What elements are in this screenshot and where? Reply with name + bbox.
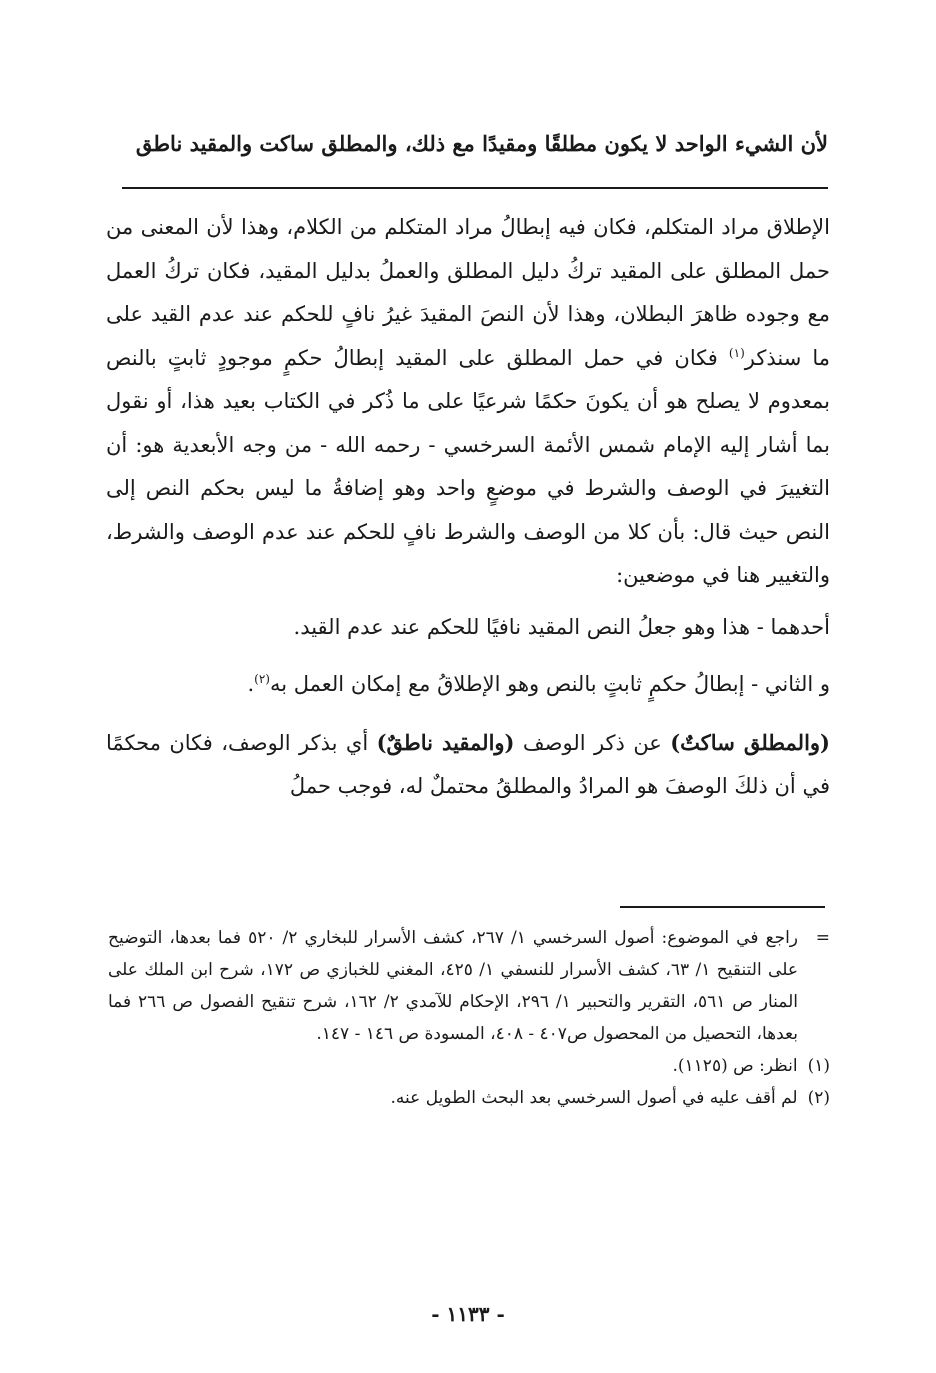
paragraph-1 bbox=[106, 206, 830, 598]
quoted-text-mutlaq: (والمطلق ساكتٌ) bbox=[670, 729, 830, 755]
list-item-second bbox=[106, 663, 830, 707]
footnote-2-number: (٢) bbox=[807, 1088, 830, 1108]
quoted-text-muqayyad: (والمقيد ناطقٌ) bbox=[376, 729, 515, 755]
footnote-2 bbox=[108, 1082, 830, 1114]
running-header: لأن الشيء الواحد لا يكون مطلقًا ومقيدًا مع ذلك، والمطلق ساكت والمقيد ناطق bbox=[135, 131, 828, 156]
footnote-2-text: لم أقف عليه في أصول السرخسي بعد البحث الطويل عنه. bbox=[390, 1088, 798, 1108]
footnote-divider bbox=[620, 906, 825, 908]
footnote-ref-1[interactable]: (١) bbox=[728, 345, 745, 360]
footnote-1-text: انظر: ص (١١٢٥). bbox=[672, 1056, 798, 1076]
list-item-second-end: . bbox=[247, 672, 255, 696]
footnote-1-number: (١) bbox=[807, 1056, 830, 1076]
main-text bbox=[106, 206, 830, 809]
footnote-1 bbox=[108, 1050, 830, 1082]
paragraph-1-text: الإطلاق مراد المتكلم، فكان فيه إبطالُ مراد المتكلم من الكلام، وهذا لأن المعنى من حمل المطلق على المقيد تركُ دليل المطلق والعملُ بدليل المقيد، فكان تركُ العمل مع وجوده ظاهرَ البطلان، وهذا لأن النصَ المقيدَ غيرُ نافٍ للحكم عند عدم القيد على ما سنذكر bbox=[106, 215, 830, 370]
paragraph-1-continuation: فكان في حمل المطلق على المقيد إبطالُ حكمٍ موجودٍ ثابتٍ بالنص بمعدوم لا يصلح هو أن يكونَ حكمًا شرعيًا على ما ذُكر في الكتاب بعيد هذا، أو نقول بما أشار إليه الإمام شمس الأئمة السرخسي - رحمه الله - من وجه الأبعدية هو: أن التغييرَ في الوصف والشرط في موضعٍ واحد وهو إضافةُ ما ليس بحكم النص إلى النص حيث قال: بأن كلا من الوصف والشرط نافٍ للحكم عند عدم الوصف والشرط، والتغيير هنا في موضعين: bbox=[106, 345, 830, 587]
footnote-continuation-text: راجع في الموضوع: أصول السرخسي ١/ ٢٦٧، كشف الأسرار للبخاري ٢/ ٥٢٠ فما بعدها، التوضيح على التنقيح ١/ ٦٣، كشف الأسرار للنسفي ١/ ٤٢٥، المغني للخبازي ص ١٧٢، شرح ابن الملك على المنار ص ٥٦١، التقرير والتحبير ١/ ٢٩٦، الإحكام للآمدي ٢/ ١٦٢، شرح تنقيح الفصول ص ٢٦٦ فما بعدها، التحصيل من المحصول ص٤٠٧ - ٤٠٨، المسودة ص ١٤٦ - ١٤٧. bbox=[108, 928, 799, 1044]
footnote-ref-2[interactable]: (٢) bbox=[254, 672, 270, 686]
paragraph-2 bbox=[106, 721, 830, 809]
continuation-mark: = bbox=[815, 928, 830, 948]
paragraph-2-mid: عن ذكر الوصف bbox=[514, 730, 671, 755]
list-item-first: أحدهما - هذا وهو جعلُ النص المقيد نافيًا للحكم عند عدم القيد. bbox=[293, 614, 830, 639]
footnotes-section bbox=[108, 922, 830, 1114]
footnote-continuation bbox=[108, 922, 830, 1050]
header-divider bbox=[122, 187, 828, 189]
paragraph-2-text: أي بذكر الوصف، فكان محكمًا في أن ذلكَ الوصفَ هو المرادُ والمطلقُ محتملٌ له، فوجب حملُ bbox=[106, 730, 830, 798]
list-item-second-text: و الثاني - إبطالُ حكمٍ ثابتٍ بالنص وهو الإطلاقُ مع إمكان العمل به bbox=[269, 672, 830, 696]
page-number: - ١١٣٣ - bbox=[431, 1302, 505, 1326]
